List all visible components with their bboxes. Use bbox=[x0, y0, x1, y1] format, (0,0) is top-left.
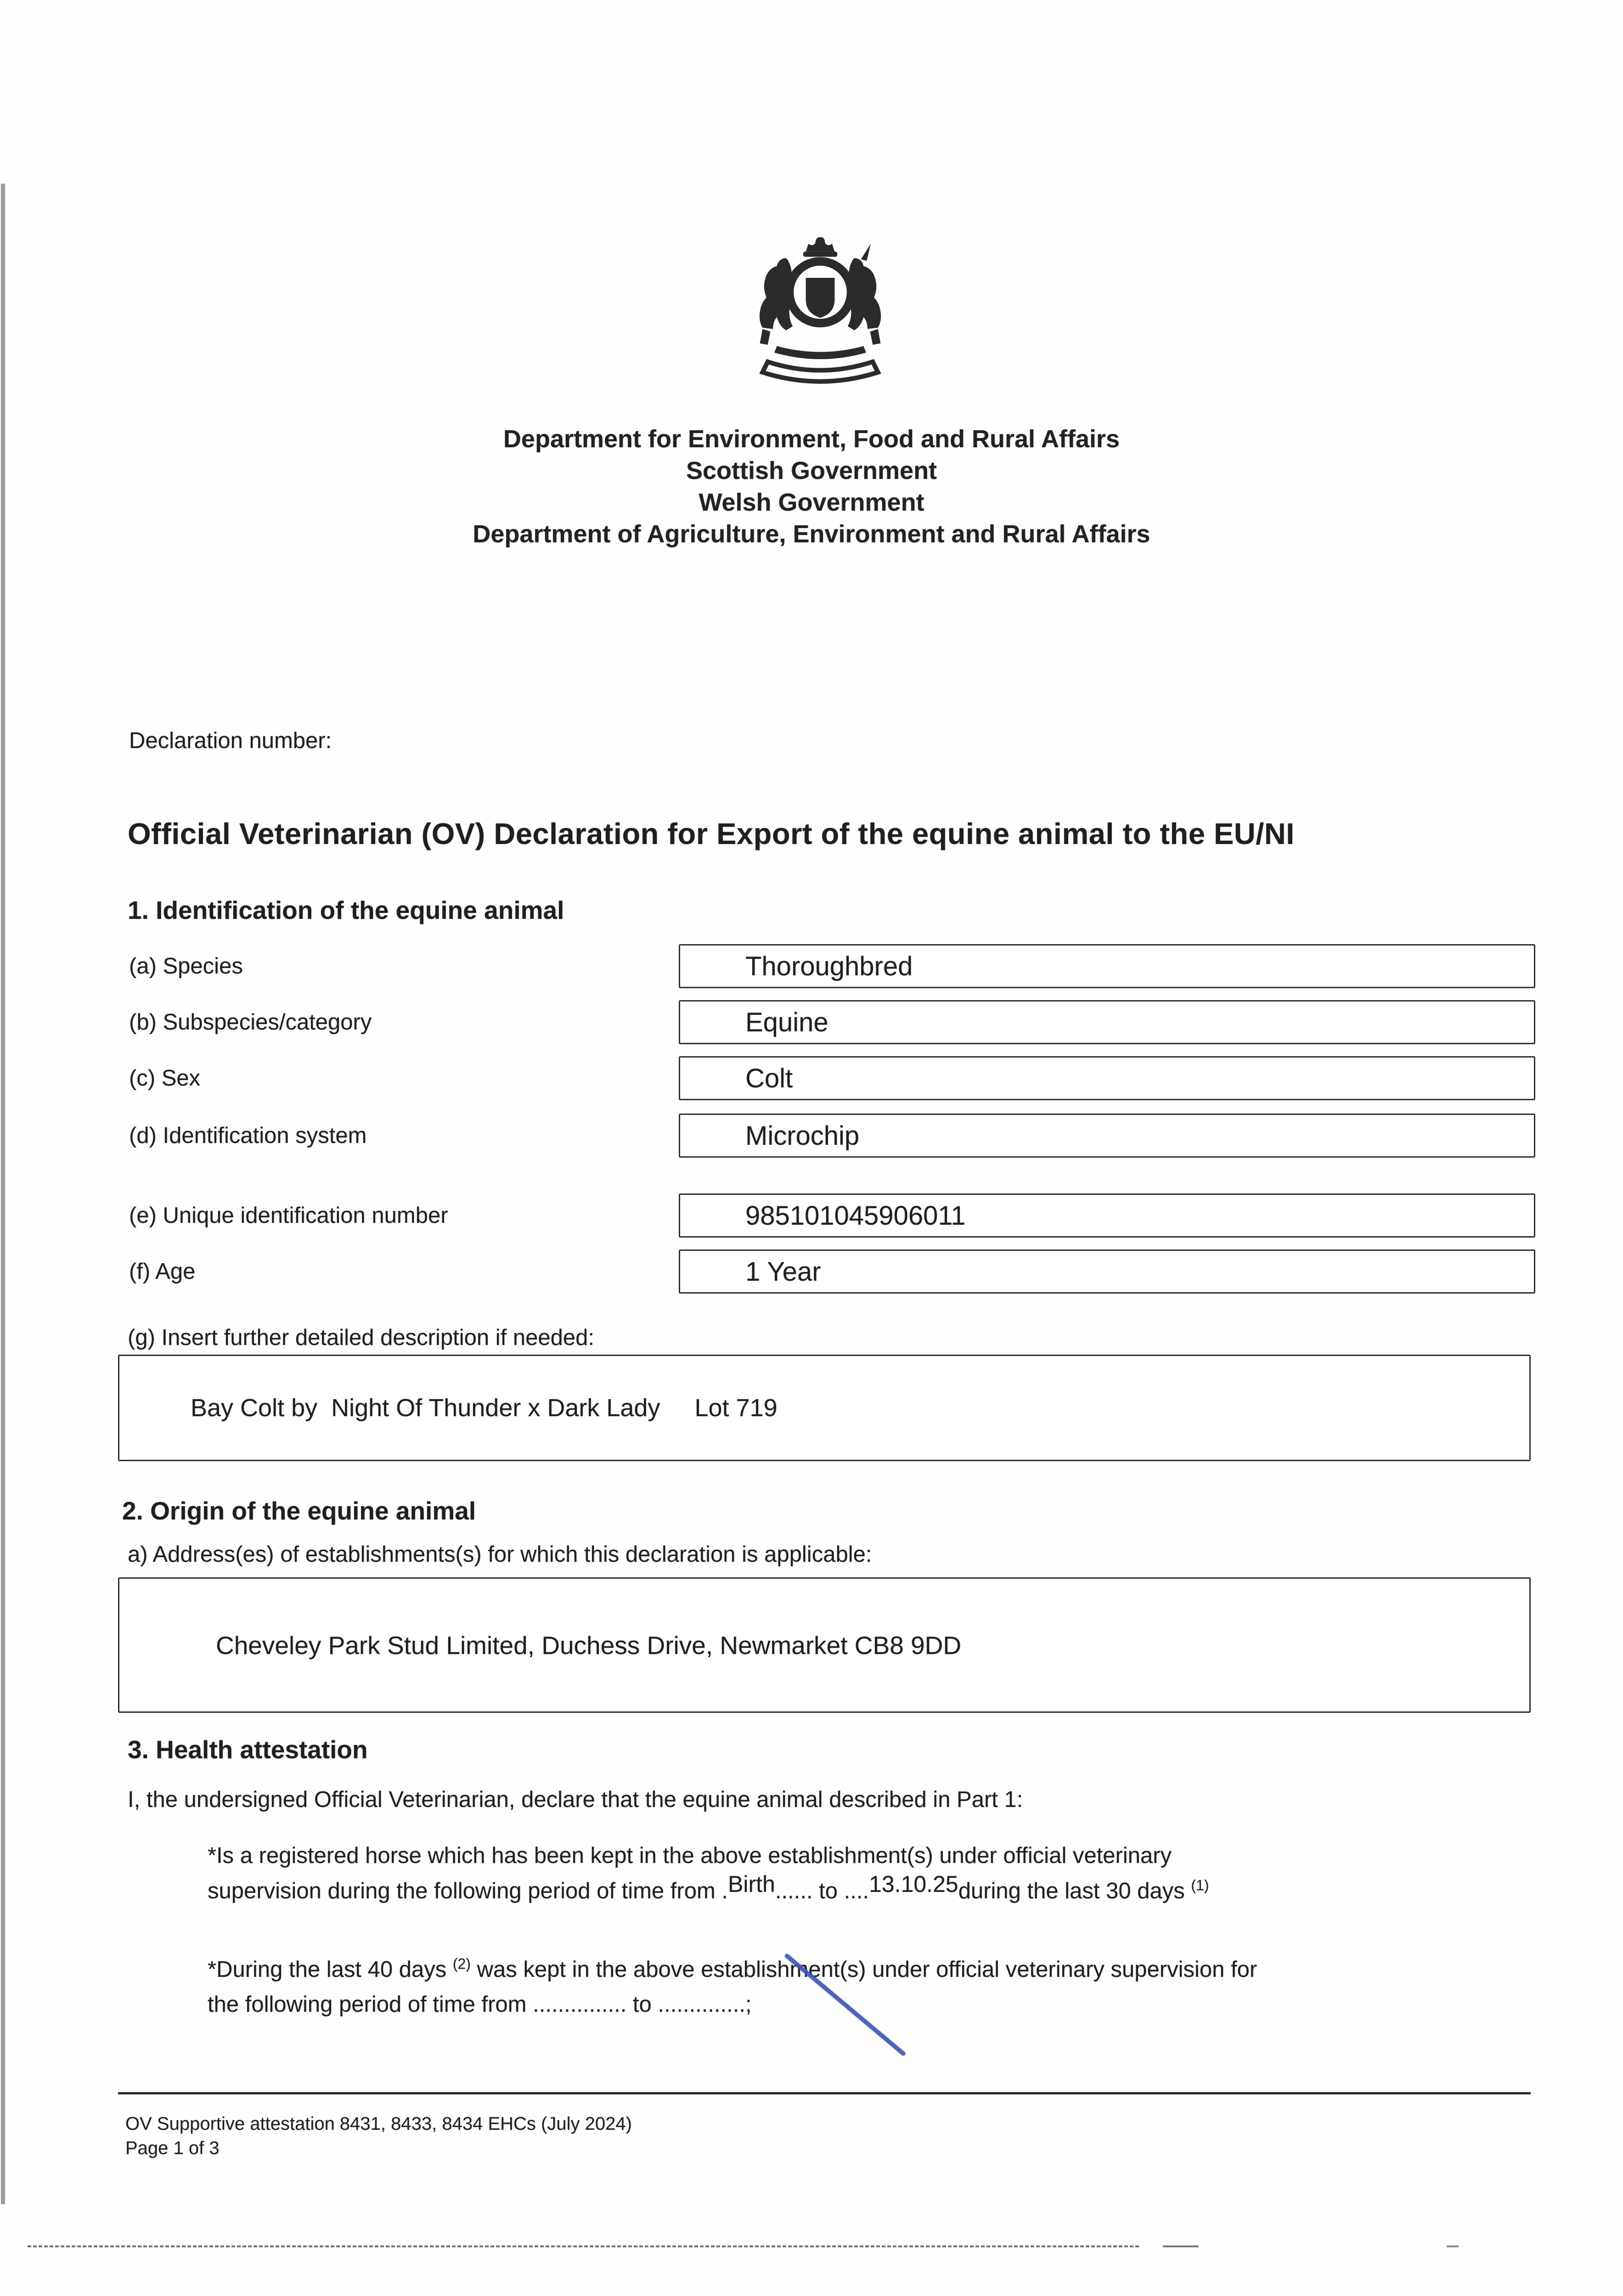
field-row-age bbox=[129, 1249, 1535, 1294]
dept-line-defra: Department for Environment, Food and Rural Affairs bbox=[503, 425, 1120, 453]
address-label: a) Address(es) of establishments(s) for which this declaration is applicable: bbox=[128, 1542, 872, 1567]
field-box-sex bbox=[679, 1056, 1535, 1100]
clause1-line2-pre: supervision during the following period of time from . bbox=[208, 1879, 728, 1903]
page-title: Official Veterinarian (OV) Declaration for Export of the equine animal to the EU/NI bbox=[128, 817, 1295, 850]
field-label-unique-id: (e) Unique identification number bbox=[129, 1203, 448, 1228]
field-label-subspecies: (b) Subspecies/category bbox=[129, 1010, 372, 1035]
royal-coat-of-arms-icon bbox=[721, 232, 919, 416]
address-value: Cheveley Park Stud Limited, Duchess Drive, Newmarket CB8 9DD bbox=[216, 1631, 962, 1660]
clause1-line2-post: during the last 30 days bbox=[958, 1879, 1191, 1903]
clause2-line1-pre: *During the last 40 days bbox=[208, 1957, 453, 1982]
field-value-unique-id: 985101045906011 bbox=[745, 1200, 966, 1231]
attestation-clause-registered-horse bbox=[208, 1838, 1567, 1908]
further-description-box bbox=[118, 1355, 1531, 1461]
field-value-id-system: Microchip bbox=[745, 1120, 860, 1151]
field-label-sex: (c) Sex bbox=[129, 1066, 201, 1091]
health-attestation-intro: I, the undersigned Official Veterinarian, declare that the equine animal described in Part 1: bbox=[128, 1787, 1023, 1812]
section2-heading: 2. Origin of the equine animal bbox=[122, 1497, 476, 1525]
department-header bbox=[0, 423, 1623, 550]
field-row-species bbox=[129, 944, 1535, 988]
clause1-line1: *Is a registered horse which has been kept in the above establishment(s) under official veterinary bbox=[208, 1843, 1172, 1868]
field-box-species bbox=[679, 944, 1535, 988]
clause1-footnote-marker: (1) bbox=[1191, 1877, 1209, 1894]
field-row-sex bbox=[129, 1056, 1535, 1100]
bottom-dashed-line bbox=[28, 2245, 1139, 2247]
declaration-number-label: Declaration number: bbox=[129, 728, 332, 753]
footer bbox=[125, 2112, 632, 2161]
field-value-species: Thoroughbred bbox=[745, 951, 913, 981]
dept-line-daera: Department of Agriculture, Environment and Rural Affairs bbox=[473, 520, 1150, 548]
section3-heading: 3. Health attestation bbox=[128, 1735, 368, 1764]
clause1-from-value: Birth bbox=[728, 1871, 775, 1897]
field-value-subspecies: Equine bbox=[745, 1007, 828, 1037]
field-box-subspecies bbox=[679, 1000, 1535, 1044]
bottom-dash-dot bbox=[1447, 2245, 1459, 2247]
field-row-subspecies bbox=[129, 1000, 1535, 1044]
field-label-species: (a) Species bbox=[129, 954, 243, 979]
clause1-line2-mid: ...... to .... bbox=[775, 1879, 869, 1903]
clause1-line2 bbox=[208, 1873, 1567, 1908]
footer-page-number: Page 1 of 3 bbox=[125, 2138, 220, 2158]
field-row-id-system bbox=[129, 1114, 1535, 1158]
field-value-age: 1 Year bbox=[745, 1256, 821, 1287]
footer-divider bbox=[118, 2092, 1531, 2094]
section1-heading: 1. Identification of the equine animal bbox=[128, 896, 564, 924]
footer-attestation-ref: OV Supportive attestation 8431, 8433, 8434 EHCs (July 2024) bbox=[125, 2114, 632, 2134]
field-value-sex: Colt bbox=[745, 1063, 793, 1093]
further-description-value: Bay Colt by Night Of Thunder x Dark Lady Lot 719 bbox=[191, 1394, 778, 1422]
clause2-line1 bbox=[208, 1952, 1567, 1987]
dept-line-scottish-government: Scottish Government bbox=[686, 457, 937, 484]
field-box-age bbox=[679, 1249, 1535, 1294]
address-box bbox=[118, 1577, 1531, 1713]
attestation-clause-40-days bbox=[208, 1952, 1567, 2022]
field-box-id-system bbox=[679, 1114, 1535, 1158]
field-box-unique-id bbox=[679, 1193, 1535, 1238]
field-row-unique-id bbox=[129, 1193, 1535, 1238]
dept-line-welsh-government: Welsh Government bbox=[699, 489, 924, 516]
field-label-id-system: (d) Identification system bbox=[129, 1123, 367, 1148]
clause2-line2: the following period of time from ............... to ..............; bbox=[208, 1992, 752, 2017]
further-description-label: (g) Insert further detailed description if needed: bbox=[128, 1325, 594, 1350]
clause2-footnote-marker: (2) bbox=[452, 1955, 471, 1972]
clause1-to-value: 13.10.25 bbox=[869, 1871, 958, 1897]
clause2-line1-post: was kept in the above establishment(s) under official veterinary supervision for bbox=[470, 1957, 1257, 1982]
bottom-dash-segment bbox=[1163, 2245, 1199, 2247]
field-label-age: (f) Age bbox=[129, 1259, 196, 1284]
